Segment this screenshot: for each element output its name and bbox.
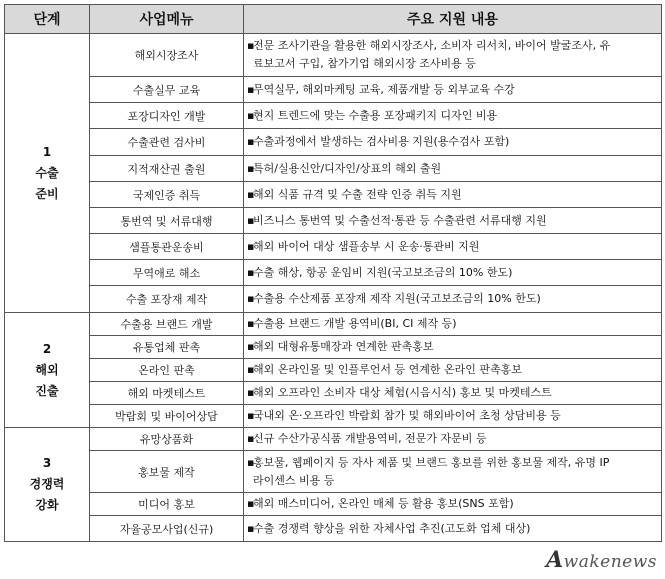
menu-cell: 해외 마켓테스트 (90, 382, 244, 405)
desc-cell (244, 451, 662, 493)
bullet-icon: ▪ (247, 292, 255, 305)
desc-cell (244, 516, 662, 542)
desc-text: 해외 온라인몰 및 인플루언서 등 연계한 온라인 판촉홍보 (253, 363, 522, 376)
menu-cell: 수출실무 교육 (90, 77, 244, 103)
desc-cell (244, 129, 662, 156)
stage-cell-3 (5, 428, 90, 542)
bullet-icon: ▪ (247, 340, 255, 353)
bullet-icon: ▪ (247, 39, 255, 52)
desc-text: 비즈니스 통번역 및 수출선적·통관 등 수출관련 서류대행 지원 (253, 213, 547, 227)
desc-cell (244, 77, 662, 103)
stage-number: 1 (42, 144, 52, 159)
stage-name-line2: 준비 (35, 186, 59, 201)
desc-text: 해외 오프라인 소비자 대상 체험(시음시식) 홍보 및 마켓테스트 (253, 386, 552, 399)
bullet-icon: ▪ (247, 82, 255, 96)
bullet-icon: ▪ (247, 409, 255, 422)
bullet-icon: ▪ (247, 432, 255, 445)
desc-text: 수출용 브랜드 개발 용역비(BI, CI 제작 등) (253, 317, 457, 330)
desc-text: 해외 바이어 대상 샘플송부 시 운송·통관비 지원 (253, 239, 480, 253)
table-row (5, 359, 662, 382)
desc-cell (244, 156, 662, 182)
desc-text: 현지 트렌드에 맞는 수출용 포장패키지 디자인 비용 (253, 108, 498, 122)
desc-cell (244, 336, 662, 359)
watermark-logo: Awakenews (546, 547, 657, 573)
table-row (5, 336, 662, 359)
table-row (5, 405, 662, 428)
menu-cell: 수출용 브랜드 개발 (90, 313, 244, 336)
desc-cell (244, 313, 662, 336)
table-row (5, 129, 662, 156)
desc-text: 전문 조사기관을 활용한 해외시장조사, 소비자 리서치, 바이어 발굴조사, 유 (253, 39, 611, 52)
menu-cell: 수출 포장재 제작 (90, 286, 244, 313)
support-program-table (4, 4, 662, 542)
bullet-icon: ▪ (247, 135, 255, 148)
desc-text-cont: 라이센스 비용 등 (253, 473, 335, 487)
stage-cell-2 (5, 313, 90, 428)
desc-text: 수출과정에서 발생하는 검사비용 지원(용수검사 포함) (253, 135, 510, 148)
desc-text: 수출 해상, 항공 운임비 지원(국고보조금의 10% 한도) (253, 265, 513, 279)
bullet-icon: ▪ (247, 213, 255, 227)
bullet-icon: ▪ (247, 317, 255, 330)
menu-cell: 지적재산권 출원 (90, 156, 244, 182)
table-row (5, 428, 662, 451)
bullet-icon: ▪ (247, 187, 255, 201)
menu-cell: 박람회 및 바이어상담 (90, 405, 244, 428)
bullet-icon: ▪ (247, 521, 255, 535)
bullet-icon: ▪ (247, 239, 255, 253)
desc-text: 홍보물, 웹페이지 등 자사 제품 및 브랜드 홍보를 위한 홍보물 제작, 유명 IP (253, 455, 610, 469)
bullet-icon: ▪ (247, 265, 255, 279)
table-row (5, 208, 662, 234)
menu-cell: 홍보물 제작 (90, 451, 244, 493)
table-row (5, 34, 662, 77)
table-row (5, 77, 662, 103)
desc-text: 국내외 온·오프라인 박람회 참가 및 해외바이어 초청 상담비용 등 (253, 409, 561, 422)
desc-cell (244, 382, 662, 405)
menu-cell: 자율공모사업(신규) (90, 516, 244, 542)
desc-cell (244, 182, 662, 208)
header-content: 주요 지원 내용 (244, 5, 662, 34)
desc-cell (244, 286, 662, 313)
desc-text: 해외 대형유통매장과 연계한 판촉홍보 (253, 340, 434, 353)
table-row (5, 516, 662, 542)
bullet-icon: ▪ (247, 497, 255, 510)
table-row (5, 182, 662, 208)
menu-cell: 통번역 및 서류대행 (90, 208, 244, 234)
stage-name-line2: 강화 (35, 498, 59, 512)
stage-name-line1: 경쟁력 (29, 477, 65, 491)
menu-cell: 샘플통관운송비 (90, 234, 244, 260)
desc-cell (244, 260, 662, 286)
table-row (5, 493, 662, 516)
stage-name-line1: 수출 (35, 165, 59, 180)
table-row (5, 156, 662, 182)
bullet-icon: ▪ (247, 161, 255, 175)
stage-number: 2 (42, 341, 52, 356)
stage-number: 3 (42, 456, 52, 470)
desc-text-cont: 료보고서 구입, 참가기업 해외시장 조사비용 등 (253, 57, 476, 70)
bullet-icon: ▪ (247, 363, 255, 376)
desc-text: 무역실무, 해외마케팅 교육, 제품개발 등 외부교육 수강 (253, 82, 515, 96)
menu-cell: 유통업체 판촉 (90, 336, 244, 359)
table-row (5, 286, 662, 313)
desc-cell (244, 34, 662, 77)
desc-text: 수출용 수산제품 포장재 제작 지원(국고보조금의 10% 한도) (253, 292, 541, 305)
desc-cell (244, 493, 662, 516)
desc-text: 수출 경쟁력 향상을 위한 자체사업 추진(고도화 업체 대상) (253, 521, 531, 535)
table-row (5, 313, 662, 336)
bullet-icon: ▪ (247, 108, 255, 122)
table-row (5, 103, 662, 129)
desc-text: 해외 매스미디어, 온라인 매체 등 활용 홍보(SNS 포함) (253, 497, 514, 510)
desc-text: 특허/실용신안/디자인/상표의 해외 출원 (253, 161, 442, 175)
desc-cell (244, 428, 662, 451)
desc-cell (244, 405, 662, 428)
menu-cell: 유망상품화 (90, 428, 244, 451)
table-row (5, 260, 662, 286)
table-header-row (5, 5, 662, 34)
desc-cell (244, 234, 662, 260)
bullet-icon: ▪ (247, 386, 255, 399)
desc-text: 해외 식품 규격 및 수출 전략 인증 취득 지원 (253, 187, 462, 201)
stage-cell-1 (5, 34, 90, 313)
bullet-icon: ▪ (247, 455, 255, 469)
table-row (5, 451, 662, 493)
menu-cell: 무역애로 해소 (90, 260, 244, 286)
menu-cell: 포장디자인 개발 (90, 103, 244, 129)
desc-cell (244, 103, 662, 129)
desc-cell (244, 359, 662, 382)
menu-cell: 온라인 판촉 (90, 359, 244, 382)
menu-cell: 미디어 홍보 (90, 493, 244, 516)
table-row (5, 382, 662, 405)
desc-cell (244, 208, 662, 234)
header-stage: 단계 (5, 5, 90, 34)
desc-text: 신규 수산가공식품 개발용역비, 전문가 자문비 등 (253, 432, 487, 445)
menu-cell: 해외시장조사 (90, 34, 244, 77)
menu-cell: 국제인증 취득 (90, 182, 244, 208)
stage-name-line2: 진출 (35, 383, 59, 398)
header-menu: 사업메뉴 (90, 5, 244, 34)
stage-name-line1: 해외 (35, 362, 59, 377)
table-row (5, 234, 662, 260)
menu-cell: 수출관련 검사비 (90, 129, 244, 156)
